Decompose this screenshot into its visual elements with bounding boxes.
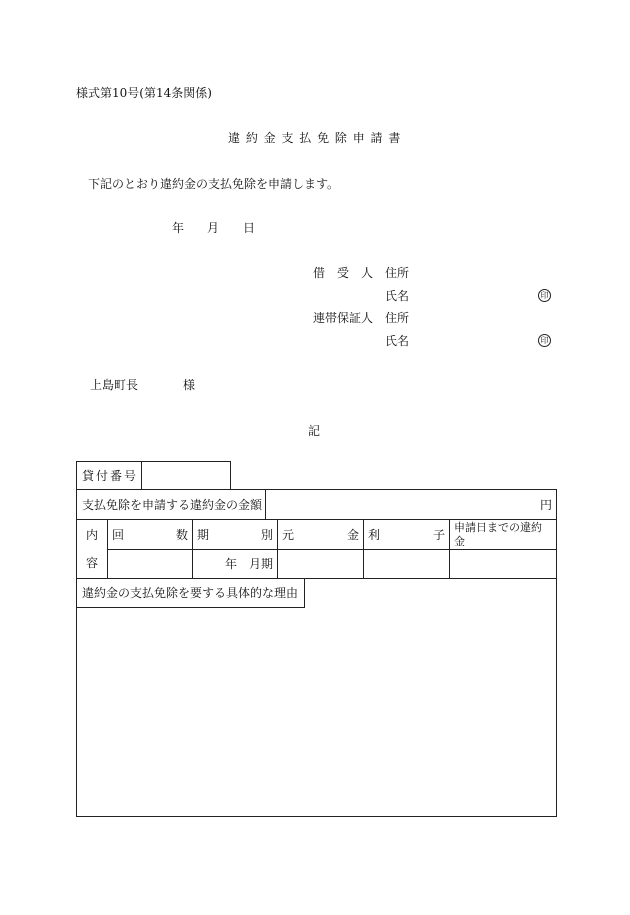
guarantor-role: 連帯保証人 <box>313 311 374 325</box>
table-line <box>141 461 142 490</box>
table-line <box>449 519 450 579</box>
table-line <box>363 519 364 579</box>
col-principal-label-b: 金 <box>347 528 360 542</box>
yen-label: 円 <box>540 498 553 512</box>
col-interest-label-b: 子 <box>433 528 446 542</box>
table-line <box>76 519 557 520</box>
table-line <box>76 607 304 608</box>
table-line <box>230 461 231 490</box>
col-principal-label-a: 元 <box>282 528 295 542</box>
table-line <box>556 489 557 817</box>
col-penalty-label-a: 申請日までの違約 <box>454 521 542 534</box>
table-line <box>277 519 278 579</box>
table-line <box>76 461 231 462</box>
col-times-label-a: 回 <box>112 528 125 542</box>
date-month-label: 月 <box>207 221 220 235</box>
guarantor-seal-mark: 印 <box>538 334 551 347</box>
col-period-label-b: 別 <box>261 528 274 542</box>
borrower-name-label: 氏名 <box>385 289 410 303</box>
intro-text: 下記のとおり違約金の支払免除を申請します。 <box>88 177 340 191</box>
content-label-bottom: 容 <box>86 556 99 570</box>
loan-number-label: 貸付番号 <box>82 469 139 483</box>
table-line <box>76 489 557 490</box>
period-month-term-label: 月期 <box>249 557 274 571</box>
ki-heading: 記 <box>308 424 321 438</box>
table-line <box>107 549 557 550</box>
table-line <box>192 519 193 579</box>
content-label-top: 内 <box>86 528 99 542</box>
table-line <box>304 578 305 608</box>
guarantor-name-label: 氏名 <box>385 334 410 348</box>
guarantor-address-label: 住所 <box>385 311 410 325</box>
period-year-label: 年 <box>225 557 238 571</box>
borrower-address-label: 住所 <box>385 266 410 280</box>
table-line <box>265 489 266 520</box>
table-line <box>76 578 557 579</box>
borrower-seal-mark: 印 <box>538 289 551 302</box>
recipient-name: 上島町長 <box>90 378 139 392</box>
table-line <box>76 461 77 817</box>
recipient-honorific: 様 <box>183 378 196 392</box>
exempt-amount-label: 支払免除を申請する違約金の金額 <box>82 498 263 512</box>
col-times-label-b: 数 <box>176 528 189 542</box>
table-line <box>107 519 108 579</box>
col-penalty-label-b: 金 <box>454 535 465 548</box>
date-day-label: 日 <box>243 221 256 235</box>
table-line <box>76 816 557 817</box>
col-period-label-a: 期 <box>197 528 210 542</box>
reason-label: 違約金の支払免除を要する具体的な理由 <box>82 586 299 600</box>
date-year-label: 年 <box>172 221 185 235</box>
form-number: 様式第10号(第14条関係) <box>76 86 212 100</box>
page-title: 違 約 金 支 払 免 除 申 請 書 <box>228 131 402 145</box>
col-interest-label-a: 利 <box>368 528 381 542</box>
borrower-role: 借 受 人 <box>313 266 374 280</box>
